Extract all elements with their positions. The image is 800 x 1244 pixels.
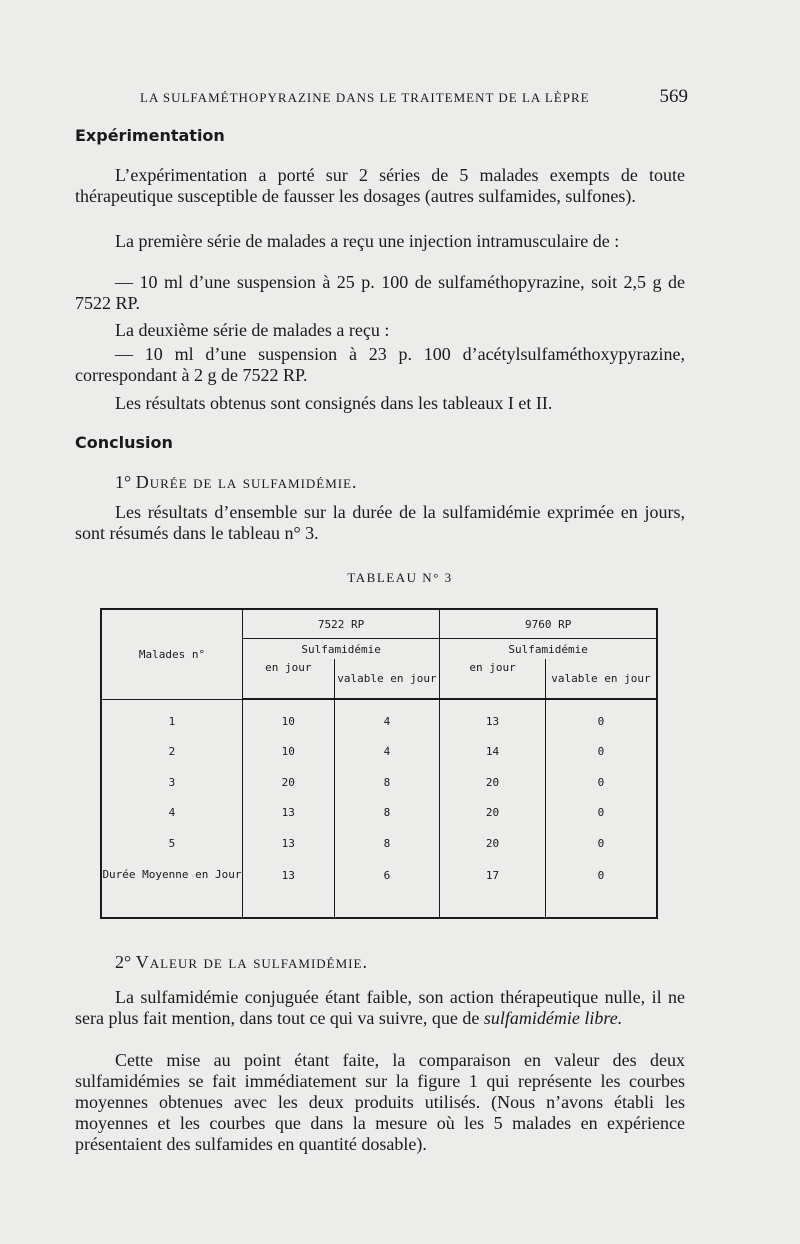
- table-subgroup-7522: Sulfamidémie: [242, 639, 439, 660]
- table-row: [101, 699, 657, 737]
- table-cell: 8: [334, 828, 440, 859]
- subsection-1-title: [75, 472, 685, 493]
- table-subgroup-9760: Sulfamidémie: [440, 639, 657, 660]
- paragraph-conclusion-2-emphasis: sulfamidémie libre.: [483, 1008, 623, 1028]
- section-heading-experimentation: Expérimentation: [75, 126, 225, 145]
- table-cell: 13: [440, 699, 546, 737]
- paragraph-conclusion-1: Les résultats d’ensemble sur la durée de la sulfamidémie exprimée en jours, sont résumés dans le tableau n° 3.: [75, 502, 685, 543]
- table-cell: 6: [334, 859, 440, 918]
- page-number: 569: [659, 86, 688, 107]
- table-col-header-b: valable en jour: [334, 659, 440, 699]
- results-table: [100, 608, 658, 919]
- table-cell: 10: [242, 737, 334, 768]
- table-row-average: [101, 859, 657, 918]
- table-cell: 20: [440, 767, 546, 798]
- table-cell-label: 3: [101, 767, 242, 798]
- paragraph-conclusion-2: [75, 987, 685, 1029]
- table-cell-label: 1: [101, 699, 242, 737]
- table-cell: 0: [545, 859, 657, 918]
- paragraph-experimentation-2: La première série de malades a reçu une injection intramusculaire de :: [115, 231, 620, 251]
- paragraph-experimentation-3: — 10 ml d’une suspension à 25 p. 100 de sulfaméthopyrazine, soit 2,5 g de 7522 RP.: [75, 272, 685, 313]
- table-cell: 0: [545, 828, 657, 859]
- paragraph-conclusion-3: Cette mise au point étant faite, la comparaison en valeur des deux sulfamidémies se fait immédiatement sur la figure 1 qui représente les courbes moyennes obtenues avec les deux produits utilisés. (Nous n’avons établi les moyennes et les courbes que dans la mesure où les 5 malades en expérience présentaient des sulfamides en quantité dosable).: [75, 1050, 685, 1154]
- table-col-header-a: en jour: [242, 659, 334, 699]
- table-cell: 20: [440, 798, 546, 829]
- paragraph-experimentation-6: Les résultats obtenus sont consignés dans les tableaux I et II.: [115, 393, 553, 413]
- table-group-7522: 7522 RP: [242, 609, 439, 639]
- table-cell: 13: [242, 828, 334, 859]
- table-row: [101, 798, 657, 829]
- subsection-2-label: Valeur de la sulfamidémie.: [135, 952, 368, 972]
- table-cell-label: 2: [101, 737, 242, 768]
- table-row: [101, 828, 657, 859]
- subsection-1-number: 1°: [115, 472, 132, 492]
- table-cell: 0: [545, 699, 657, 737]
- table-row-header: Malades n°: [101, 609, 242, 699]
- subsection-2-title: [75, 952, 685, 973]
- table-row: [101, 767, 657, 798]
- table-group-9760: 9760 RP: [440, 609, 657, 639]
- paragraph-experimentation-5: — 10 ml d’une suspension à 23 p. 100 d’acétylsulfaméthoxypyrazine, correspondant à 2 g de 7522 RP.: [75, 344, 685, 385]
- paragraph-conclusion-2-text: La sulfamidémie conjuguée étant faible, son action thérapeutique nulle, il ne sera plus fait mention, dans tout ce qui va suivre, que de: [75, 987, 685, 1028]
- table-col-header-c: en jour: [440, 659, 546, 699]
- table-cell: 0: [545, 798, 657, 829]
- table-cell: 17: [440, 859, 546, 918]
- running-head-title: LA SULFAMÉTHOPYRAZINE DANS LE TRAITEMENT DE LA LÈPRE: [140, 90, 590, 105]
- table-cell: 20: [440, 828, 546, 859]
- table-cell: 20: [242, 767, 334, 798]
- table-cell: 14: [440, 737, 546, 768]
- table-cell: 8: [334, 767, 440, 798]
- table-cell: 13: [242, 859, 334, 918]
- table-cell: 0: [545, 737, 657, 768]
- paragraph-experimentation-1: L’expérimentation a porté sur 2 séries de 5 malades exempts de toute thérapeutique susceptible de fausser les dosages (autres sulfamides, sulfones).: [75, 165, 685, 206]
- paragraph-experimentation-4: La deuxième série de malades a reçu :: [115, 320, 390, 340]
- table-cell: 0: [545, 767, 657, 798]
- table-cell: 8: [334, 798, 440, 829]
- table-cell: 4: [334, 699, 440, 737]
- section-heading-conclusion: Conclusion: [75, 433, 173, 452]
- table-cell: 13: [242, 798, 334, 829]
- table-cell-label: Durée Moyenne en Jour: [101, 859, 242, 918]
- table-row: [101, 737, 657, 768]
- table-cell-label: 5: [101, 828, 242, 859]
- table-cell-label: 4: [101, 798, 242, 829]
- subsection-1-label: Durée de la sulfamidémie.: [135, 472, 358, 492]
- table-caption: TABLEAU N° 3: [347, 570, 453, 585]
- table-col-header-d: valable en jour: [545, 659, 657, 699]
- table-cell: 10: [242, 699, 334, 737]
- subsection-2-number: 2°: [115, 952, 132, 972]
- table-cell: 4: [334, 737, 440, 768]
